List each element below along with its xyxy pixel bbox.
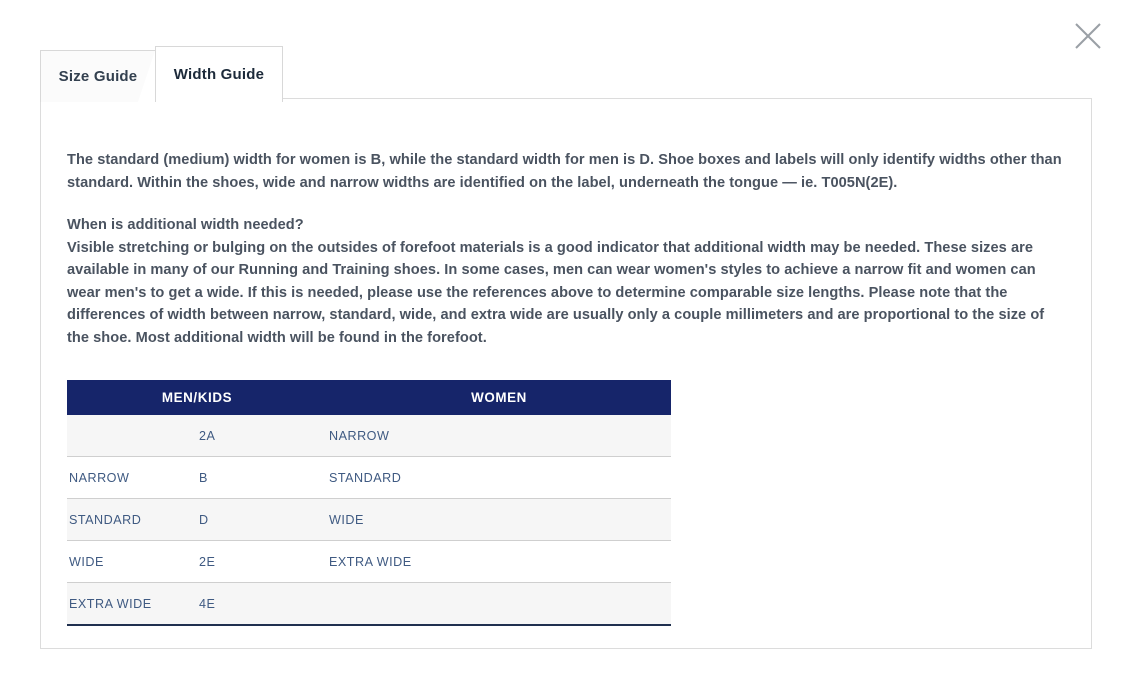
cell-men-kids: EXTRA WIDE bbox=[67, 583, 197, 626]
cell-men-kids: WIDE bbox=[67, 541, 197, 583]
close-icon[interactable] bbox=[1068, 16, 1108, 56]
table-row bbox=[67, 583, 671, 626]
table-header-row bbox=[67, 380, 671, 415]
cell-men-kids: NARROW bbox=[67, 457, 197, 499]
intro-paragraph: The standard (medium) width for women is B, while the standard width for men is D. Shoe boxes and labels will only identify widths other than standard. Within the shoes, wide and narrow widths are identified on the label, underneath the tongue — ie. T005N(2E). bbox=[67, 152, 1062, 191]
table-row bbox=[67, 457, 671, 499]
additional-width-paragraph: Visible stretching or bulging on the outsides of forefoot materials is a good indicator that additional width may be needed. These sizes are available in many of our Running and Training shoes. In some cases, men can wear women's styles to achieve a narrow fit and women can wear men's to get a wide. If this is needed, please use the references above to determine comparable size lengths. Please note that the differences of width between narrow, standard, wide, and extra wide are usually only a couple millimeters and are proportional to the size of the shoe. Most additional width will be found in the forefoot. bbox=[67, 239, 1045, 346]
cell-women: WIDE bbox=[327, 499, 671, 541]
cell-women: NARROW bbox=[327, 415, 671, 457]
cell-code: 4E bbox=[197, 583, 327, 626]
tab-width-guide[interactable] bbox=[155, 46, 283, 102]
cell-men-kids bbox=[67, 415, 197, 457]
cell-code: D bbox=[197, 499, 327, 541]
tab-width-guide-label: Width Guide bbox=[173, 66, 265, 83]
cell-men-kids: STANDARD bbox=[67, 499, 197, 541]
width-guide-panel bbox=[40, 98, 1092, 649]
tab-size-guide[interactable] bbox=[40, 50, 156, 102]
table-row bbox=[67, 541, 671, 583]
cell-code: B bbox=[197, 457, 327, 499]
cell-women: STANDARD bbox=[327, 457, 671, 499]
cell-women: EXTRA WIDE bbox=[327, 541, 671, 583]
table-row bbox=[67, 415, 671, 457]
close-icon-glyph bbox=[1068, 16, 1108, 56]
table-row bbox=[67, 499, 671, 541]
additional-width-subheading: When is additional width needed? bbox=[67, 217, 304, 233]
column-header-women: WOMEN bbox=[327, 380, 671, 415]
table-header bbox=[67, 380, 671, 415]
cell-code: 2E bbox=[197, 541, 327, 583]
tab-size-guide-label: Size Guide bbox=[58, 68, 138, 85]
cell-women bbox=[327, 583, 671, 626]
cell-code: 2A bbox=[197, 415, 327, 457]
guide-tabs bbox=[40, 46, 283, 102]
table-body bbox=[67, 415, 671, 625]
column-header-men-kids: MEN/KIDS bbox=[67, 380, 327, 415]
additional-width-section bbox=[67, 214, 1065, 349]
width-conversion-table bbox=[67, 380, 671, 626]
